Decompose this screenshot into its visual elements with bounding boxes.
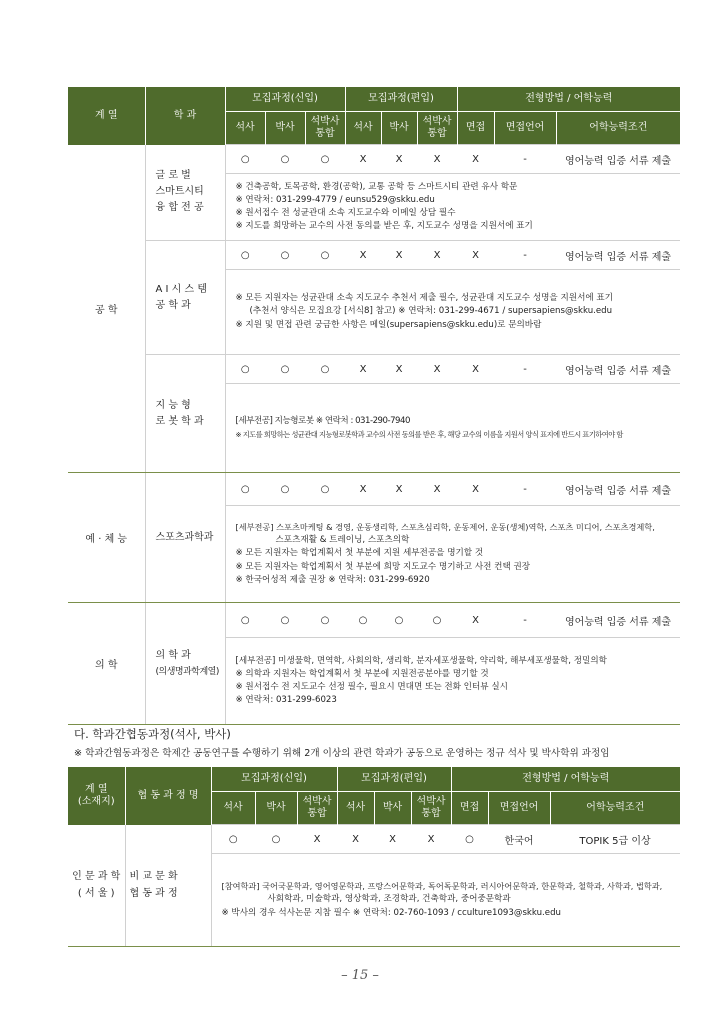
value-cell: 영어능력 입증 서류 제출 <box>556 355 680 384</box>
value-cell: ○ <box>225 145 265 174</box>
note-line: (추천서 양식은 모집요강 [서식8] 참고) ※ 연락처: 031-299-4671 / supersapiens@skku.edu <box>249 306 613 317</box>
header-interview-language: 면접언어 <box>488 792 550 825</box>
header-integrated <box>305 112 345 145</box>
notes-cell <box>225 270 680 355</box>
value-cell: X <box>411 825 451 854</box>
value-cell: 한국어 <box>488 825 550 854</box>
note-line: ※ 한국어성적 제출 권장 ※ 연락처: 031-299-6920 <box>235 574 430 585</box>
value-cell: X <box>337 825 374 854</box>
value-cell: ○ <box>305 355 345 384</box>
header-language-requirement: 어학능력조건 <box>556 112 680 145</box>
table-row <box>68 241 680 270</box>
value-cell: - <box>494 241 556 270</box>
note-line: 사회학과, 미술학과, 영상학과, 조경학과, 건축학과, 중어중문학과 <box>267 894 511 905</box>
value-cell: X <box>457 473 494 506</box>
dept-line: 지 능 형 <box>155 399 191 411</box>
note-line: ※ 모든 지원자는 학업계획서 첫 부분에 지원 세부전공을 명기할 것 <box>235 548 484 559</box>
value-cell: ○ <box>305 603 345 638</box>
value-cell: X <box>345 241 381 270</box>
value-cell: - <box>494 355 556 384</box>
notes-cell <box>225 384 680 473</box>
note-line: [세부전공] 지능형로봇 ※ 연락처 : 031-290-7940 <box>235 415 410 426</box>
value-cell: ○ <box>265 145 305 174</box>
program-line: 협 동 과 정 <box>129 888 178 900</box>
header-masters: 석사 <box>225 112 265 145</box>
note-line: ※ 모든 지원자는 성균관대 소속 지도교수 추천서 제출 필수, 성균관대 지도교수 성명을 지원서에 표기 <box>235 293 614 304</box>
dept-line: 스포츠과학과 <box>155 531 214 543</box>
value-cell: - <box>494 145 556 174</box>
note-line: ※ 연락처: 031-299-4779 / eunsu529@skku.edu <box>235 194 435 205</box>
dept-intelligent-robotics <box>145 355 225 473</box>
table-row <box>68 825 680 854</box>
dept-line: 공 학 과 <box>155 299 191 311</box>
header-group-label: 계 열 (소재지) <box>77 783 115 807</box>
header-doctor: 박사 <box>255 792 297 825</box>
note-line: [참여학과] 국어국문학과, 영어영문학과, 프랑스어문학과, 독어독문학과, 러시아어문학과, 한문학과, 철학과, 사학과, 법학과, <box>221 881 663 892</box>
header-masters-transfer: 석사 <box>337 792 374 825</box>
note-line: 스포츠재활 & 트레이닝, 스포츠의학 <box>275 535 410 546</box>
header-selection: 전형방법 / 어학능력 <box>451 767 680 792</box>
program-comparative-culture <box>125 825 211 947</box>
value-cell: TOPIK 5급 이상 <box>550 825 680 854</box>
note-line: ※ 박사의 경우 석사논문 지참 필수 ※ 연락처: 02-760-1093 / cculture1093@skku.edu <box>221 907 561 918</box>
program-line: 비 교 문 화 <box>129 871 178 883</box>
notes-cell <box>225 506 680 603</box>
value-cell: ○ <box>345 603 381 638</box>
header-interview-language: 면접언어 <box>494 112 556 145</box>
value-cell: X <box>457 145 494 174</box>
admissions-table-departments <box>68 86 680 725</box>
value-cell: X <box>345 473 381 506</box>
dept-line: A I 시 스 템 <box>155 283 207 295</box>
header-interview: 면접 <box>457 112 494 145</box>
value-cell: - <box>494 473 556 506</box>
value-cell: ○ <box>225 473 265 506</box>
dept-global-smart-city <box>145 145 225 241</box>
header-language-requirement: 어학능력조건 <box>550 792 680 825</box>
header-selection: 전형방법 / 어학능력 <box>457 87 680 112</box>
dept-line: 로 봇 학 과 <box>155 415 204 427</box>
value-cell: ○ <box>225 603 265 638</box>
value-cell: X <box>417 145 457 174</box>
section-title: 다. 학과간협동과정(석사, 박사) <box>74 727 231 741</box>
value-cell: X <box>374 825 411 854</box>
dept-line: 글 로 벌 <box>155 170 191 182</box>
value-cell: ○ <box>305 241 345 270</box>
header-recruit-transfer: 모집과정(편입) <box>345 87 457 112</box>
value-cell: ○ <box>381 603 417 638</box>
note-line: ※ 원서접수 전 성균관대 소속 지도교수와 이메일 상담 필수 <box>235 208 456 218</box>
header-masters: 석사 <box>211 792 255 825</box>
value-cell: X <box>417 473 457 506</box>
header-integrated <box>297 792 337 825</box>
header-integrated-transfer <box>411 792 451 825</box>
value-cell: ○ <box>451 825 488 854</box>
table-row <box>68 355 680 384</box>
notes-cell <box>211 854 680 947</box>
note-line: [세부전공] 스포츠마케팅 & 경영, 운동생리학, 스포츠심리학, 운동제어, 운동(생체)역학, 스포츠 미디어, 스포츠경제학, <box>235 521 655 532</box>
value-cell: X <box>457 603 494 638</box>
table-row <box>68 603 680 638</box>
header-integrated-transfer-label: 석박사 통합 <box>416 796 446 819</box>
header-dept: 학 과 <box>145 87 225 145</box>
notes-cell <box>225 174 680 241</box>
header-integrated-label: 석박사 통합 <box>310 116 340 139</box>
value-cell: - <box>494 603 556 638</box>
dept-line: 스마트시티 <box>155 186 204 198</box>
value-cell: X <box>457 241 494 270</box>
header-doctor-transfer: 박사 <box>381 112 417 145</box>
value-cell: ○ <box>265 603 305 638</box>
section-note: ※ 학과간협동과정은 학제간 공동연구를 수행하기 위해 2개 이상의 관련 학과가 공동으로 운영하는 정규 석사 및 박사학위 과정임 <box>74 748 610 759</box>
page-number: – 15 – <box>341 968 379 983</box>
value-cell: ○ <box>417 603 457 638</box>
value-cell: X <box>417 241 457 270</box>
value-cell: ○ <box>255 825 297 854</box>
dept-line: 의 학 과 <box>155 649 191 661</box>
value-cell: X <box>457 355 494 384</box>
dept-medicine <box>145 603 225 725</box>
group-humanities-seoul <box>68 825 125 947</box>
header-doctor-transfer: 박사 <box>374 792 411 825</box>
value-cell: 영어능력 입증 서류 제출 <box>556 145 680 174</box>
value-cell: X <box>297 825 337 854</box>
value-cell: 영어능력 입증 서류 제출 <box>556 473 680 506</box>
header-masters-transfer: 석사 <box>345 112 381 145</box>
header-program: 협 동 과 정 명 <box>125 767 211 825</box>
note-line: ※ 지도를 희망하는 교수의 사전 동의를 받은 후, 지도교수 성명을 지원서에 표기 <box>235 221 533 232</box>
header-interview: 면접 <box>451 792 488 825</box>
value-cell: ○ <box>265 473 305 506</box>
dept-line: (의생명과학계열) <box>155 666 219 677</box>
value-cell: 영어능력 입증 서류 제출 <box>556 603 680 638</box>
header-recruit-new: 모집과정(신입) <box>225 87 345 112</box>
notes-cell <box>225 638 680 725</box>
value-cell: ○ <box>265 241 305 270</box>
note-line: ※ 건축공학, 토목공학, 환경(공학), 교통 공학 등 스마트시티 관련 유사 학문 <box>235 181 518 192</box>
dept-ai-systems <box>145 241 225 355</box>
value-cell: 영어능력 입증 서류 제출 <box>556 241 680 270</box>
note-line: ※ 연락처: 031-299-6023 <box>235 695 337 706</box>
note-line: ※ 지원 및 면접 관련 궁금한 사항은 메일(supersapiens@skku.edu)로 문의바람 <box>235 319 542 330</box>
value-cell: X <box>381 145 417 174</box>
header-doctor: 박사 <box>265 112 305 145</box>
value-cell: ○ <box>225 355 265 384</box>
value-cell: X <box>381 473 417 506</box>
header-group <box>68 767 125 825</box>
note-line: ※ 의학과 지원자는 학업계획서 첫 부분에 지원전공분야를 명기할 것 <box>235 668 489 679</box>
dept-line: 융 합 전 공 <box>155 202 204 214</box>
value-cell: ○ <box>305 473 345 506</box>
group-line: ( 서 울 ) <box>77 888 115 900</box>
group-line: 인 문 과 학 <box>72 871 121 883</box>
value-cell: X <box>381 355 417 384</box>
dept-sports-science <box>145 473 225 603</box>
value-cell: X <box>417 355 457 384</box>
value-cell: X <box>345 355 381 384</box>
value-cell: X <box>345 145 381 174</box>
value-cell: ○ <box>225 241 265 270</box>
note-line: ※ 원서접수 전 지도교수 선정 필수, 필요시 면대면 또는 전화 인터뷰 실시 <box>235 682 508 692</box>
table-row <box>68 473 680 506</box>
note-line: ※ 지도를 희망하는 성균관대 지능형로봇학과 교수의 사전 동의를 받은 후, 해당 교수의 이름을 지원서 양식 표지에 반드시 표기하여야 함 <box>235 430 623 439</box>
value-cell: ○ <box>305 145 345 174</box>
table-row <box>68 145 680 174</box>
header-group: 계 열 <box>68 87 145 145</box>
value-cell: ○ <box>265 355 305 384</box>
note-line: [세부전공] 미생물학, 면역학, 사회의학, 생리학, 분자세포생물학, 약리학, 해부세포생물학, 정밀의학 <box>235 655 607 666</box>
value-cell: X <box>381 241 417 270</box>
group-engineering: 공 학 <box>68 145 145 473</box>
admissions-table-interdisciplinary <box>68 766 680 947</box>
header-recruit-transfer: 모집과정(편입) <box>337 767 451 792</box>
header-recruit-new: 모집과정(신입) <box>211 767 337 792</box>
note-line: ※ 모든 지원자는 학업계획서 첫 부분에 희망 지도교수 명기하고 사전 컨택 권장 <box>235 561 531 572</box>
group-arts-sports: 예 · 체 능 <box>68 473 145 603</box>
group-medicine: 의 학 <box>68 603 145 725</box>
header-integrated-transfer <box>417 112 457 145</box>
header-integrated-transfer-label: 석박사 통합 <box>422 116 452 139</box>
header-integrated-label: 석박사 통합 <box>302 796 332 819</box>
value-cell: ○ <box>211 825 255 854</box>
